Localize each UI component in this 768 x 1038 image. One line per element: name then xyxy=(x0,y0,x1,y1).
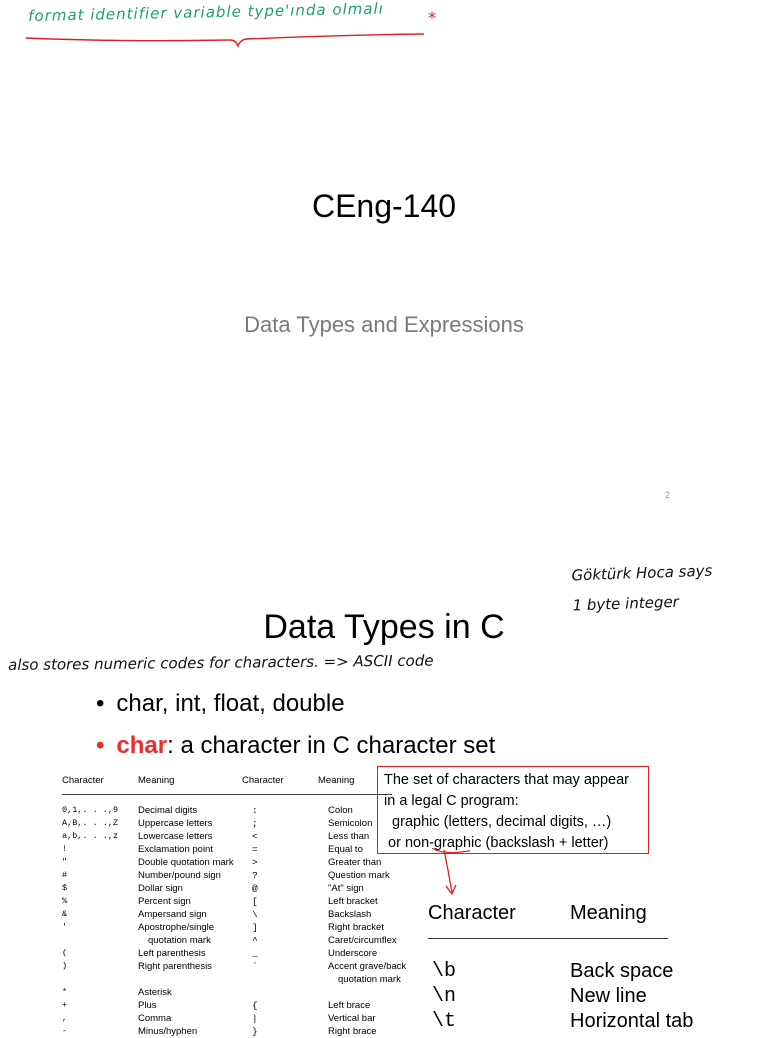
meaning-cell: Right parenthesis xyxy=(138,961,212,972)
char-cell: ) xyxy=(62,961,68,971)
handwritten-note-right-line1: Göktürk Hoca says xyxy=(571,561,713,585)
callout-line: or non-graphic (backslash + letter) xyxy=(384,835,609,851)
slide-title: Data Types in C xyxy=(263,608,505,646)
meaning-cell: Left bracket xyxy=(328,896,378,907)
table-row xyxy=(62,817,428,830)
meaning-cell: Underscore xyxy=(328,948,378,959)
header-character: Character xyxy=(242,775,284,786)
escape-meaning: Back space xyxy=(570,960,674,982)
char-cell: > xyxy=(252,857,258,868)
table-row xyxy=(62,934,428,947)
char-cell: : xyxy=(252,805,258,816)
meaning-cell: Apostrophe/single xyxy=(138,922,215,933)
char-cell: ; xyxy=(252,818,258,829)
char-cell xyxy=(62,934,138,947)
char-cell: @ xyxy=(252,883,258,894)
callout-line: graphic (letters, decimal digits, …) xyxy=(384,814,612,830)
bullet-dot: • xyxy=(96,732,105,759)
char-cell: " xyxy=(62,857,68,867)
handwritten-star: * xyxy=(428,8,436,27)
meaning-cell: Question mark xyxy=(328,870,390,881)
table-row xyxy=(62,986,428,999)
table-row xyxy=(62,1025,428,1038)
meaning-cell: Dollar sign xyxy=(138,883,183,894)
meaning-cell: Uppercase letters xyxy=(138,818,213,829)
table-row xyxy=(62,960,428,973)
character-set-table xyxy=(62,804,428,1038)
char-cell: | xyxy=(252,1013,258,1024)
meaning-cell: Less than xyxy=(328,831,370,842)
table-row xyxy=(62,947,428,960)
table-row xyxy=(62,856,428,869)
char-cell: % xyxy=(62,896,68,906)
char-cell: $ xyxy=(62,883,68,893)
meaning-cell: Right bracket xyxy=(328,922,384,933)
table-row xyxy=(62,843,428,856)
escape-code: \t xyxy=(432,1010,457,1033)
char-cell xyxy=(252,973,328,986)
meaning-cell: "At" sign xyxy=(328,883,364,894)
handwritten-note-right-line2: 1 byte integer xyxy=(572,592,680,615)
callout-box xyxy=(377,766,649,854)
meaning-cell: Percent sign xyxy=(138,896,191,907)
char-cell: # xyxy=(62,870,68,880)
meaning-cell: Accent grave/back xyxy=(328,961,407,972)
header-character: Character xyxy=(62,775,104,786)
table-row xyxy=(62,895,428,908)
char-cell: _ xyxy=(252,948,258,959)
header-meaning: Meaning xyxy=(318,775,355,786)
meaning-cell: quotation mark xyxy=(148,935,211,946)
char-cell: = xyxy=(252,844,258,855)
handwritten-note-top: format identifier variable type'ında olmalı xyxy=(28,0,385,25)
char-cell: A,B,. . .,Z xyxy=(62,818,119,828)
char-cell: ^ xyxy=(252,935,258,946)
char-cell: < xyxy=(252,831,258,842)
char-cell xyxy=(252,986,328,999)
char-cell: , xyxy=(62,1013,68,1023)
meaning-cell: Plus xyxy=(138,1000,157,1011)
char-cell: [ xyxy=(252,896,258,907)
meaning-cell: Lowercase letters xyxy=(138,831,213,842)
char-cell: ] xyxy=(252,922,258,933)
meaning-cell: Vertical bar xyxy=(328,1013,376,1024)
meaning-cell: Double quotation mark xyxy=(138,857,234,868)
callout-line: in a legal C program: xyxy=(384,793,519,809)
header-meaning: Meaning xyxy=(138,775,175,786)
meaning-cell: Decimal digits xyxy=(138,805,198,816)
bullet-text: char, int, float, double xyxy=(116,690,345,717)
slide-title: CEng-140 xyxy=(311,188,457,224)
char-cell: - xyxy=(62,1026,68,1036)
table-row xyxy=(62,882,428,895)
table-row xyxy=(62,908,428,921)
char-cell: & xyxy=(62,909,68,919)
char-cell: } xyxy=(252,1026,258,1037)
meaning-cell: Exclamation point xyxy=(138,844,213,855)
meaning-cell: Backslash xyxy=(328,909,372,920)
char-cell: { xyxy=(252,1000,258,1011)
char-cell: 0,1,. . .,9 xyxy=(62,805,119,815)
table-row xyxy=(62,804,428,817)
table-divider xyxy=(62,794,392,795)
escape-meaning: Horizontal tab xyxy=(570,1010,694,1032)
char-cell xyxy=(62,973,138,986)
table-row xyxy=(62,999,428,1012)
table-row xyxy=(62,869,428,882)
meaning-cell: Colon xyxy=(328,805,353,816)
char-cell: + xyxy=(62,1000,68,1010)
handwritten-arrow-icon xyxy=(430,848,470,898)
escape-header-character: Character xyxy=(428,902,516,924)
table-row xyxy=(62,921,428,934)
char-cell: ( xyxy=(62,948,68,958)
table-row xyxy=(62,1012,428,1025)
escape-header-meaning: Meaning xyxy=(570,902,647,924)
meaning-cell xyxy=(328,986,428,999)
char-cell: ? xyxy=(252,870,258,881)
table-row xyxy=(62,973,428,986)
meaning-cell: Right brace xyxy=(328,1026,377,1037)
meaning-cell: Number/pound sign xyxy=(138,870,221,881)
meaning-cell: Ampersand sign xyxy=(138,909,207,920)
meaning-cell: Minus/hyphen xyxy=(138,1026,198,1037)
meaning-cell: Comma xyxy=(138,1013,172,1024)
char-cell: ' xyxy=(62,922,68,932)
meaning-cell: Left brace xyxy=(328,1000,371,1011)
char-cell: \ xyxy=(252,909,258,920)
bullet-dot: • xyxy=(96,690,105,717)
meaning-cell: Asterisk xyxy=(138,987,172,998)
char-cell: ! xyxy=(62,844,68,854)
char-cell: a,b,. . .,z xyxy=(62,831,119,841)
page-number: 2 xyxy=(665,490,671,500)
char-cell: ` xyxy=(252,961,258,972)
handwritten-note-left: also stores numeric codes for characters. => ASCII code xyxy=(8,651,434,674)
meaning-cell: Caret/circumflex xyxy=(328,935,397,946)
escape-table-divider xyxy=(428,938,668,939)
handwritten-underline-brace xyxy=(0,0,768,60)
meaning-cell: quotation mark xyxy=(338,974,401,985)
table-row xyxy=(62,830,428,843)
escape-code: \b xyxy=(432,960,457,983)
escape-code: \n xyxy=(432,985,457,1008)
meaning-cell: Semicolon xyxy=(328,818,373,829)
slide-subtitle: Data Types and Expressions xyxy=(244,312,524,337)
meaning-cell: Equal to xyxy=(328,844,363,855)
escape-meaning: New line xyxy=(570,985,647,1007)
bullet-keyword: char xyxy=(116,732,168,759)
char-cell: * xyxy=(62,987,68,997)
meaning-cell: Left parenthesis xyxy=(138,948,206,959)
meaning-cell: Greater than xyxy=(328,857,382,868)
meaning-cell xyxy=(138,973,252,986)
callout-line: The set of characters that may appear xyxy=(384,772,630,788)
bullet-item xyxy=(96,732,495,760)
bullet-item xyxy=(96,690,345,718)
bullet-text: : a character in C character set xyxy=(167,732,496,759)
